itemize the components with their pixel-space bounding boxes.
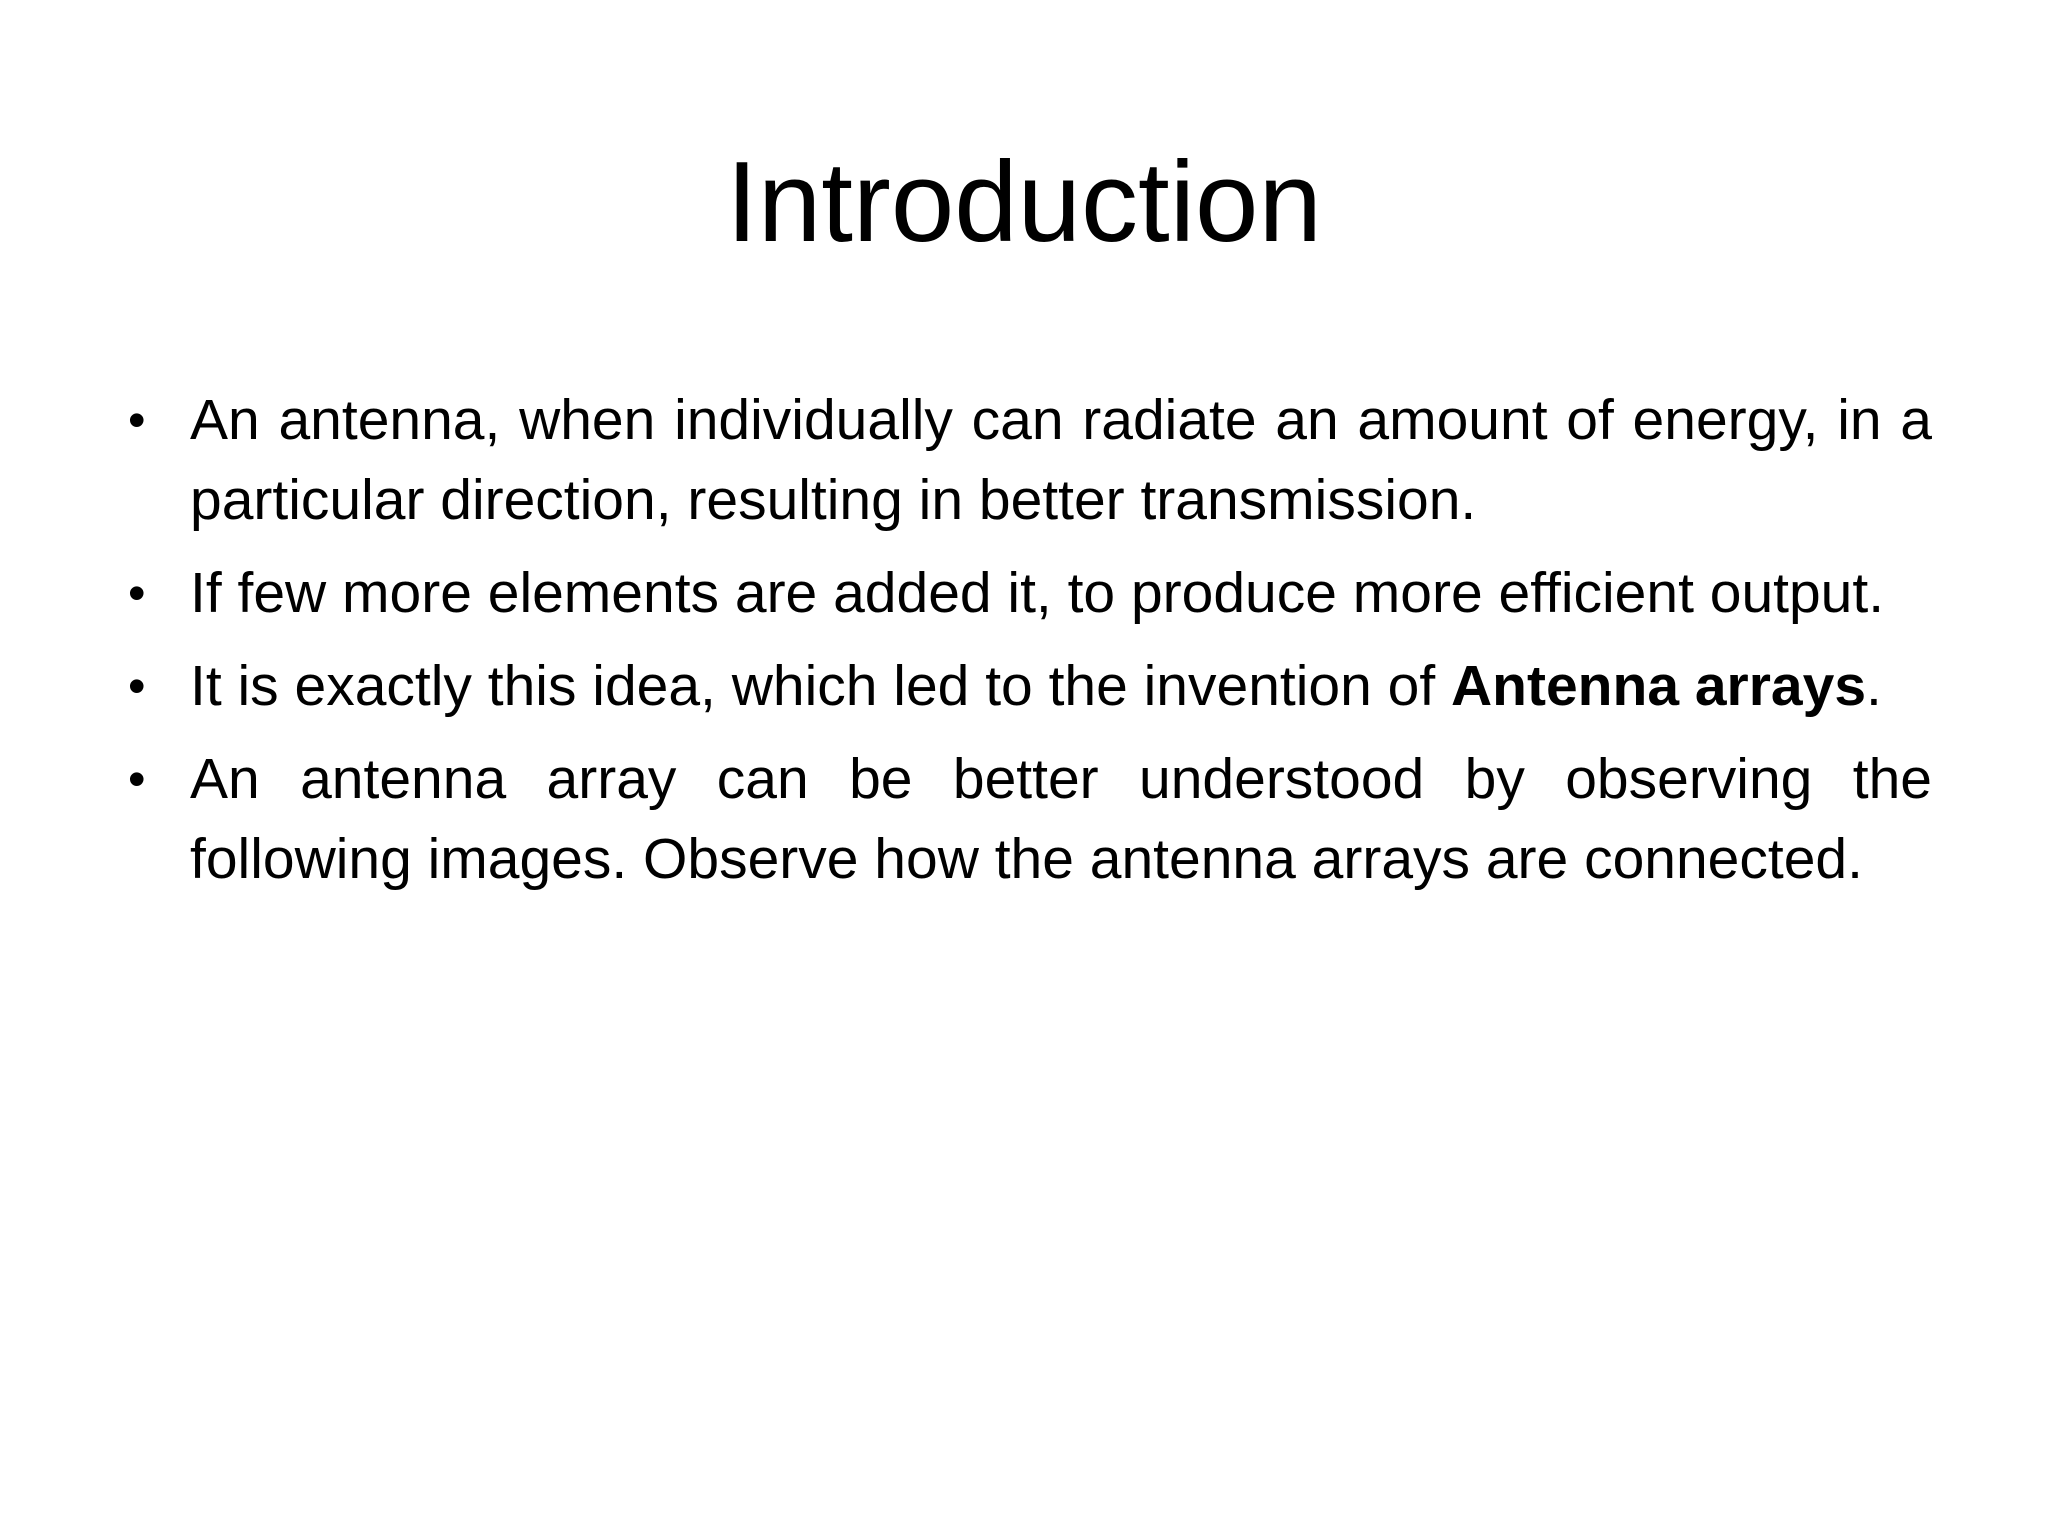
bullet-text-after: . — [1866, 654, 1882, 718]
bullet-item-antenna-radiation — [120, 380, 1932, 540]
bullet-text-before: It is exactly this idea, which led to the invention of — [190, 654, 1452, 718]
slide-title: Introduction — [726, 139, 1322, 266]
bullet-marker: • — [128, 658, 146, 714]
bullet-text: An antenna, when individually can radiate an amount of energy, in a particular direction, resulting in better transmission. — [190, 388, 1932, 532]
bullet-marker: • — [128, 565, 146, 621]
bullet-text-bold-term: Antenna arrays — [1451, 654, 1867, 718]
bullet-item-array-images — [120, 739, 1932, 899]
bullet-marker: • — [128, 392, 146, 448]
bullet-item-invention — [120, 646, 1932, 726]
bullet-text: An antenna array can be better understood by observing the following images. Observe how the antenna arrays are connected. — [190, 747, 1932, 891]
bullet-list — [120, 380, 1932, 912]
bullet-text: If few more elements are added it, to produce more efficient output. — [190, 561, 1885, 625]
bullet-text — [190, 654, 1882, 718]
bullet-item-more-elements — [120, 553, 1932, 633]
bullet-marker: • — [128, 751, 146, 807]
